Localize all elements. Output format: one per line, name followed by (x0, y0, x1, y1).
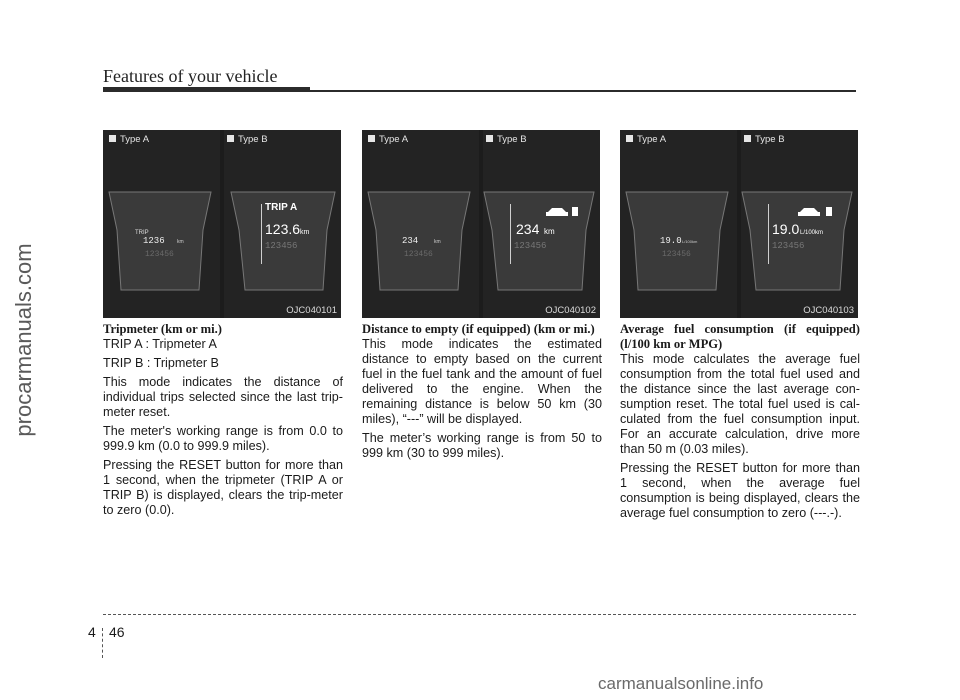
footer-rule (103, 614, 856, 615)
paragraph: The meter's working range is from 0.0 to 999.9 km (0.0 to 999.9 miles). (103, 424, 343, 453)
type-b-dte-value: 234 (516, 221, 540, 237)
type-a-odometer: 123456 (662, 250, 691, 259)
type-b-trip-title: TRIP A (265, 202, 298, 213)
type-a-label: Type A (368, 134, 408, 145)
type-a-trip-value: 1236 (143, 236, 165, 246)
type-b-avg-unit: L/100km (800, 230, 824, 236)
paragraph: This mode calculates the average fuel consumption from the total fuel used and the distance since the last average con-sumption reset. The total fuel used is cal-culated from the fuel consumption input. For an accurate calculation, drive more than 50 m (0.03 miles). (620, 352, 860, 456)
type-b-dte-unit: km (544, 227, 555, 236)
type-a-odometer: 123456 (145, 250, 174, 259)
average-fuel-section (620, 322, 860, 525)
type-b-label: Type B (744, 134, 785, 145)
fuel-pump-icon (572, 207, 578, 216)
image-code: OJC040103 (803, 305, 854, 316)
page-number: 46 (109, 624, 125, 640)
type-b-odometer: 123456 (772, 241, 805, 251)
type-a-dte-unit: km (434, 239, 441, 245)
paragraph: Pressing the RESET button for more than 1 second, when the tripmeter (TRIP A or TRIP B) is displayed, clears the trip-meter to zero (0.0). (103, 458, 343, 517)
section-heading: Distance to empty (if equipped) (km or mi.) (362, 322, 595, 336)
fuel-pump-icon (826, 207, 832, 216)
type-a-trip-label: TRIP (135, 230, 149, 236)
image-code: OJC040102 (545, 305, 596, 316)
type-a-trip-unit: km (177, 239, 184, 245)
type-a-dte-value: 234 (402, 236, 419, 246)
section-heading: Average fuel consumption (if equipped) (l/100 km or MPG) (620, 322, 860, 351)
cluster-graphic (362, 130, 600, 318)
type-b-odometer: 123456 (514, 241, 547, 251)
type-a-odometer: 123456 (404, 250, 433, 259)
tripmeter-section (103, 322, 343, 522)
paragraph: Pressing the RESET button for more than 1 second, when the average fuel consumption is being displayed, clears the average fuel consumption to zero (---.-). (620, 461, 860, 520)
cluster-graphic (103, 130, 341, 318)
paragraph: This mode indicates the distance of individual trips selected since the last trip-meter reset. (103, 375, 343, 419)
type-b-avg-value: 19.0 (772, 221, 800, 237)
type-b-label: Type B (486, 134, 527, 145)
section-heading: Tripmeter (km or mi.) (103, 322, 222, 336)
type-a-label: Type A (109, 134, 149, 145)
bottom-watermark: carmanualsonline.info (598, 674, 764, 693)
type-b-label: Type B (227, 134, 268, 145)
type-b-trip-unit: km (300, 229, 310, 236)
type-b-odometer: 123456 (265, 241, 298, 251)
paragraph: The meter’s working range is from 50 to 999 km (30 to 999 miles). (362, 431, 602, 460)
image-code: OJC040101 (286, 305, 337, 316)
distance-to-empty-section (362, 322, 602, 465)
side-watermark (4, 240, 44, 440)
type-a-label: Type A (626, 134, 666, 145)
paragraph: This mode indicates the estimated distance to empty based on the current fuel in the fuel tank and the amount of fuel delivered to the engine. When the remaining distance is below 50 km (30 miles), “---” will be displayed. (362, 337, 602, 426)
cluster-image-distance-to-empty (362, 130, 600, 318)
chapter-number: 4 (88, 624, 96, 640)
paragraph: TRIP B : Tripmeter B (103, 356, 219, 370)
side-watermark-text: procarmanuals.com (11, 243, 36, 437)
header-bar (103, 87, 310, 92)
cluster-image-average-fuel (620, 130, 858, 318)
cluster-image-tripmeter (103, 130, 341, 318)
type-a-avg-value: 19.0 (660, 236, 682, 246)
section-title: Features of your vehicle (103, 66, 278, 86)
cluster-graphic (620, 130, 858, 318)
footer-divider (102, 628, 103, 658)
type-a-avg-unit: L/100km (682, 239, 698, 244)
type-b-trip-value: 123.6 (265, 221, 301, 237)
header-rule (310, 90, 856, 92)
paragraph: TRIP A : Tripmeter A (103, 337, 217, 351)
